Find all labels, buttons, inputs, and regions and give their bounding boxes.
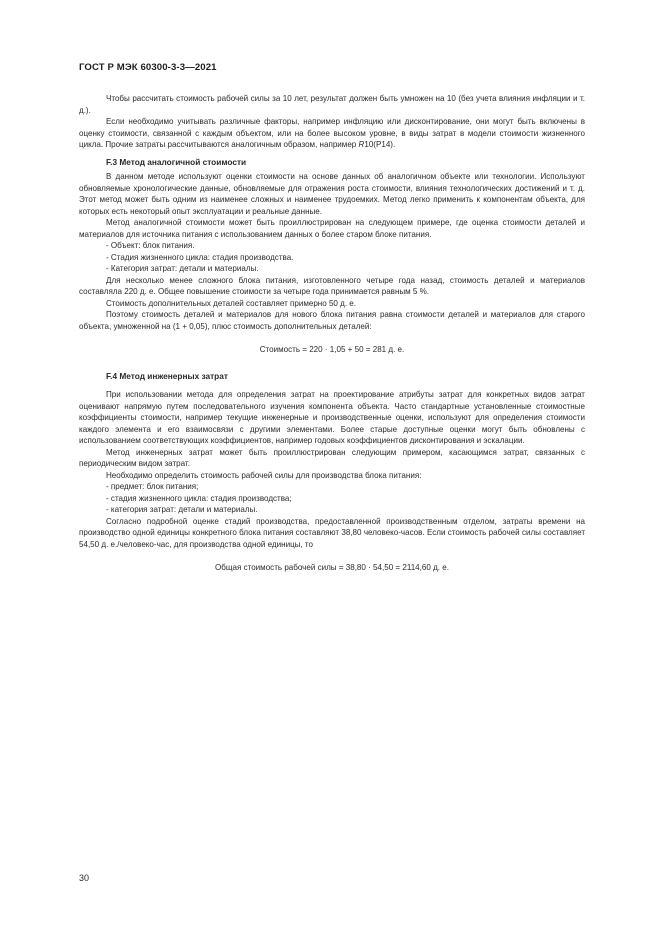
f3-paragraph-3: Для несколько менее сложного блока питания, изготовленного четыре года назад, стоимость деталей и материалов составляла 220 д. е. Общее повышение стоимости за четыре года принимается равным 5 %. <box>79 275 585 296</box>
f3-paragraph-5: Поэтому стоимость деталей и материалов для нового блока питания равна стоимости деталей и материалов для старого объекта, умноженной на (1 + 0,05), плюс стоимость дополнительных деталей: <box>79 310 585 331</box>
f4-paragraph-3: Необходимо определить стоимость рабочей силы для производства блока питания: <box>106 470 422 480</box>
f4-list-item: - стадия жизненного цикла: стадия производства; <box>106 493 292 503</box>
document-header: ГОСТ Р МЭК 60300-3-3—2021 <box>79 62 217 73</box>
f3-list-item: - Стадия жизненного цикла: стадия производства. <box>106 252 294 262</box>
f4-list-item: - предмет: блок питания; <box>106 482 199 491</box>
f3-list-item: - Объект: блок питания. <box>106 241 195 250</box>
intro-paragraph-2-text: Если необходимо учитывать различные факторы, например инфляцию или дисконтирование, они могут быть включены в оценку стоимости, связанной с каждым объектом, или на более высоком уровне, в виды затрат в модели стоимости жизненного цикла. Прочие затраты рассчитываются аналогичным образом, например <box>79 117 585 149</box>
intro-paragraph-2-tail: 10(P14). <box>364 140 396 149</box>
f4-paragraph-4: Согласно подробной оценке стадий производства, предоставленной производственным отделом, затраты времени на производство одной единицы конкретного блока питания составляют 38,80 человеко-часов. Если стоимость рабочей силы составляет 54,50 д. е./человеко-час, для производства одной единицы, то <box>79 516 585 549</box>
intro-paragraph-2 <box>79 116 585 151</box>
section-heading-f4: F.4 Метод инженерных затрат <box>106 370 228 381</box>
f4-paragraph-2: Метод инженерных затрат может быть проиллюстрирован следующим примером, касающимся затрат, связанных с периодическим видом затрат. <box>79 447 585 468</box>
f3-paragraph-1: В данном методе используют оценки стоимости на основе данных об аналогичном объекте или технологии. Используют обновляемые хронологические данные, обновляемые для отражения роста стоимости, влияния технологических достижений и т. д. Этот метод может быть одним из наименее сложных и наименее трудоемких. Метод легко применить к компонентам объекта, для которых есть некоторый опыт эксплуатации и реальные данные. <box>79 172 585 216</box>
f3-list-item: - Категория затрат: детали и материалы. <box>106 264 259 273</box>
document-body <box>79 93 585 574</box>
f3-formula: Стоимость = 220 · 1,05 + 50 = 281 д. е. <box>259 345 405 354</box>
f4-formula: Общая стоимость рабочей силы = 38,80 · 54,50 = 2114,60 д. е. <box>215 563 449 572</box>
f4-paragraph-1: При использовании метода для определения затрат на проектирование атрибуты затрат для конкретных видов затрат оценивают напрямую путем последовательного изучения компонента объекта. Часто стандартные установленные стоимостные коэффициенты стоимости, например текущие инженерные и производственные оценки, используют для определения стоимости каждого элемента и его взаимосвязи с другими элементами. Более старые доступные оценки могут быть обновлены с использованием соответствующих коэффициентов, например годовых коэффициентов дисконтирования и эскалации. <box>79 390 585 445</box>
intro-variable: R <box>358 140 365 149</box>
page-number: 30 <box>79 873 90 883</box>
f3-paragraph-4: Стоимость дополнительных деталей составляет примерно 50 д. е. <box>106 298 357 308</box>
section-heading-f3: F.3 Метод аналогичной стоимости <box>106 156 247 167</box>
intro-paragraph-1: Чтобы рассчитать стоимость рабочей силы за 10 лет, результат должен быть умножен на 10 (без учета влияния инфляции и т. д.). <box>79 94 585 115</box>
f4-list-item: - категория затрат: детали и материалы. <box>106 505 258 514</box>
f3-paragraph-2: Метод аналогичной стоимости может быть проиллюстрирован на следующем примере, где оценка стоимости деталей и материалов для источника питания с использованием данных о более старом блоке питания. <box>79 218 585 239</box>
